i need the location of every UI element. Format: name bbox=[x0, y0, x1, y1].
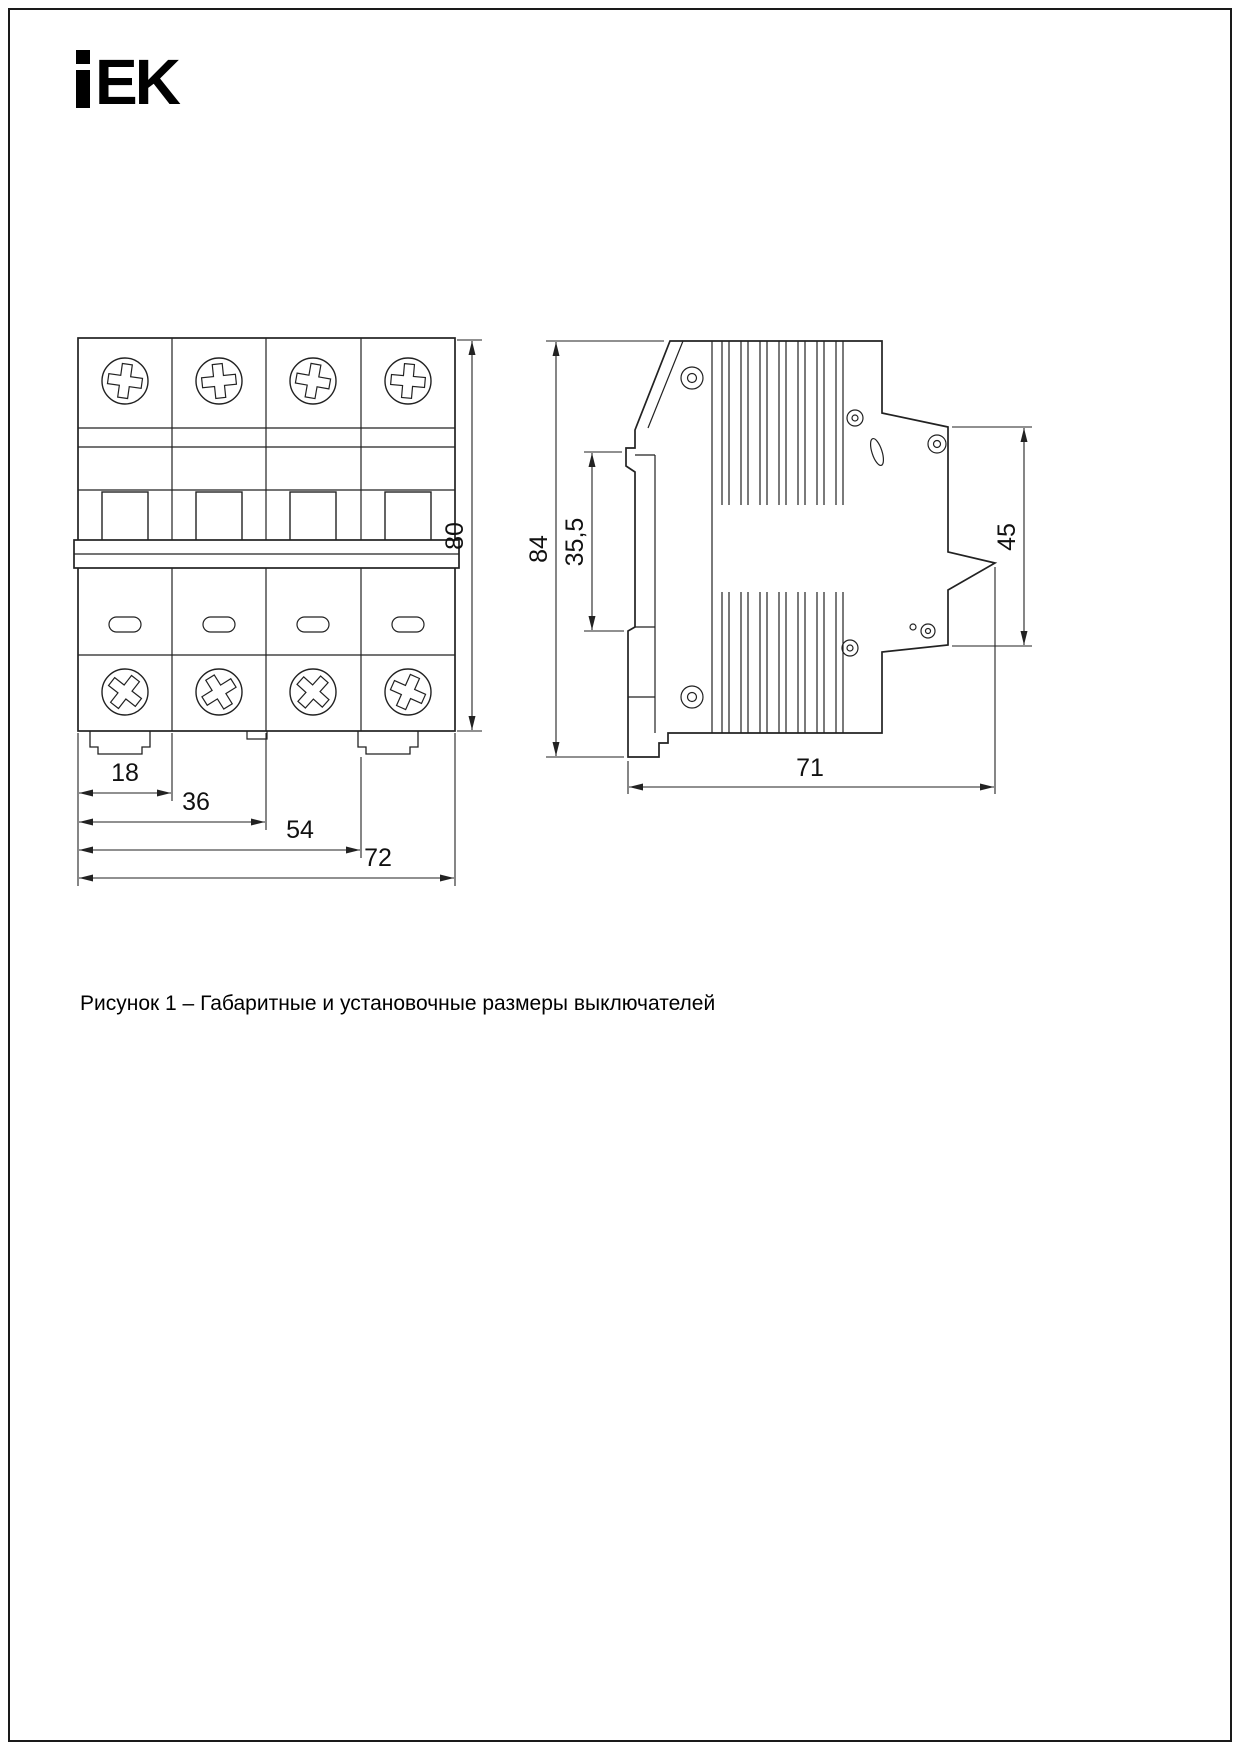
dim-label-18: 18 bbox=[111, 759, 139, 787]
dim-label-71: 71 bbox=[796, 754, 824, 782]
side-view-drawing bbox=[626, 341, 995, 757]
figure-caption: Рисунок 1 – Габаритные и установочные размеры выключателей bbox=[80, 992, 716, 1015]
dim-label-72: 72 bbox=[364, 844, 392, 872]
dim-label-36: 36 bbox=[182, 788, 210, 816]
dim-label-54: 54 bbox=[286, 816, 314, 844]
dim-label-80: 80 bbox=[441, 522, 469, 550]
rocker-bar bbox=[74, 540, 459, 568]
dim-label-45: 45 bbox=[993, 523, 1021, 551]
din-rail-clips bbox=[90, 731, 418, 754]
logo-letters-ek: EK bbox=[95, 46, 178, 118]
front-view-drawing bbox=[74, 338, 459, 754]
dim-label-35-5: 35,5 bbox=[561, 517, 589, 567]
dim-label-84: 84 bbox=[525, 535, 553, 563]
